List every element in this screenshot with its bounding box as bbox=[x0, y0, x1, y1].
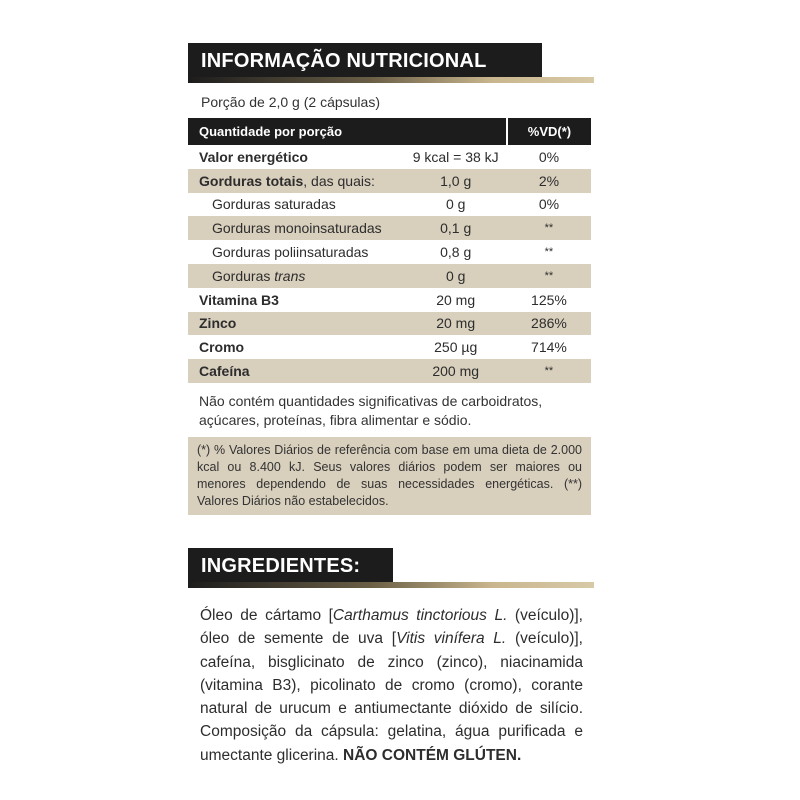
table-row bbox=[188, 240, 591, 264]
row-amount: 20 mg bbox=[404, 312, 506, 336]
table-row bbox=[188, 216, 591, 240]
row-label: Zinco bbox=[188, 312, 404, 336]
row-amount: 200 mg bbox=[404, 359, 506, 383]
row-label: Cromo bbox=[199, 339, 245, 356]
table-row bbox=[188, 264, 591, 288]
row-dv: ** bbox=[507, 264, 591, 288]
nutrition-table bbox=[188, 118, 591, 383]
row-dv: 0% bbox=[538, 196, 560, 213]
row-label-italic: trans bbox=[274, 267, 306, 284]
table-row bbox=[188, 288, 591, 312]
reference-note: (*) % Valores Diários de referência com base em uma dieta de 2.000 kcal ou 8.400 kJ. Seus valores diários podem ser maiores ou menores dependendo de suas necessidades energéticas. (**) Valores Diários não estabelecidos. bbox=[188, 437, 591, 515]
row-label: Gorduras monoinsaturadas bbox=[188, 216, 404, 240]
dv-header: %VD(*) bbox=[507, 118, 591, 145]
table-row bbox=[188, 312, 591, 336]
row-amount: 0 g bbox=[404, 264, 506, 288]
row-dv: 286% bbox=[507, 312, 591, 336]
row-label: Valor energético bbox=[199, 148, 308, 165]
row-label: Gorduras poliinsaturadas bbox=[212, 244, 369, 261]
nutrition-note: Não contém quantidades significativas de carboidratos, açúcares, proteínas, fibra alimentar e sódio. bbox=[199, 393, 543, 428]
table-row bbox=[188, 145, 591, 169]
table-row bbox=[188, 169, 591, 193]
header-underline bbox=[188, 582, 594, 588]
table-row bbox=[188, 335, 591, 359]
ingredients-scientific-name: Carthamus tinctorious L. bbox=[332, 607, 508, 624]
row-label-suffix: , das quais: bbox=[303, 172, 375, 189]
row-label: Gorduras bbox=[212, 267, 275, 284]
nutrition-title: INFORMAÇÃO NUTRICIONAL bbox=[188, 43, 542, 79]
gluten-warning: NÃO CONTÉM GLÚTEN. bbox=[343, 746, 522, 764]
table-row bbox=[188, 359, 591, 383]
row-dv: 125% bbox=[531, 291, 567, 308]
ingredients-header bbox=[188, 548, 594, 592]
ingredients-text bbox=[200, 604, 583, 767]
row-amount: 250 µg bbox=[434, 339, 478, 356]
ingredients-segment: Óleo de cártamo [ bbox=[200, 607, 333, 624]
row-amount: 0,1 g bbox=[404, 216, 506, 240]
row-dv: 714% bbox=[531, 339, 567, 356]
quantity-header: Quantidade por porção bbox=[188, 118, 507, 145]
row-amount: 1,0 g bbox=[404, 169, 506, 193]
row-dv: 0% bbox=[538, 148, 560, 165]
row-dv: ** bbox=[507, 216, 591, 240]
row-dv: 2% bbox=[507, 169, 591, 193]
row-dv: ** bbox=[544, 246, 554, 259]
row-label: Gorduras totais bbox=[199, 172, 304, 189]
portion-text: Porção de 2,0 g (2 cápsulas) bbox=[201, 94, 380, 110]
ingredients-segment: (veículo)], óleo de semente de uva [ bbox=[200, 607, 583, 648]
row-dv: ** bbox=[507, 359, 591, 383]
header-underline bbox=[188, 77, 594, 83]
row-amount: 0,8 g bbox=[440, 244, 472, 261]
ingredients-title: INGREDIENTES: bbox=[188, 548, 393, 584]
row-amount: 0 g bbox=[445, 196, 466, 213]
row-label: Vitamina B3 bbox=[199, 291, 279, 308]
row-amount: 20 mg bbox=[436, 291, 476, 308]
row-amount: 9 kcal = 38 kJ bbox=[412, 148, 499, 165]
row-label: Gorduras saturadas bbox=[212, 196, 336, 213]
table-header-row bbox=[188, 118, 591, 145]
ingredients-scientific-name: Vitis vinífera L. bbox=[396, 630, 507, 648]
row-label: Cafeína bbox=[188, 359, 404, 383]
table-row bbox=[188, 193, 591, 217]
ingredients-segment: (veículo)], cafeína, bisglicinato de zinco (zinco), niacinamida (vitamina B3), picolinato de cromo (cromo), corante natural de urucum e antiumectante dióxido de silício. Composição da cápsula: gelatina, água purificada e umectante glicerina. bbox=[200, 630, 583, 764]
nutrition-header bbox=[188, 43, 594, 87]
